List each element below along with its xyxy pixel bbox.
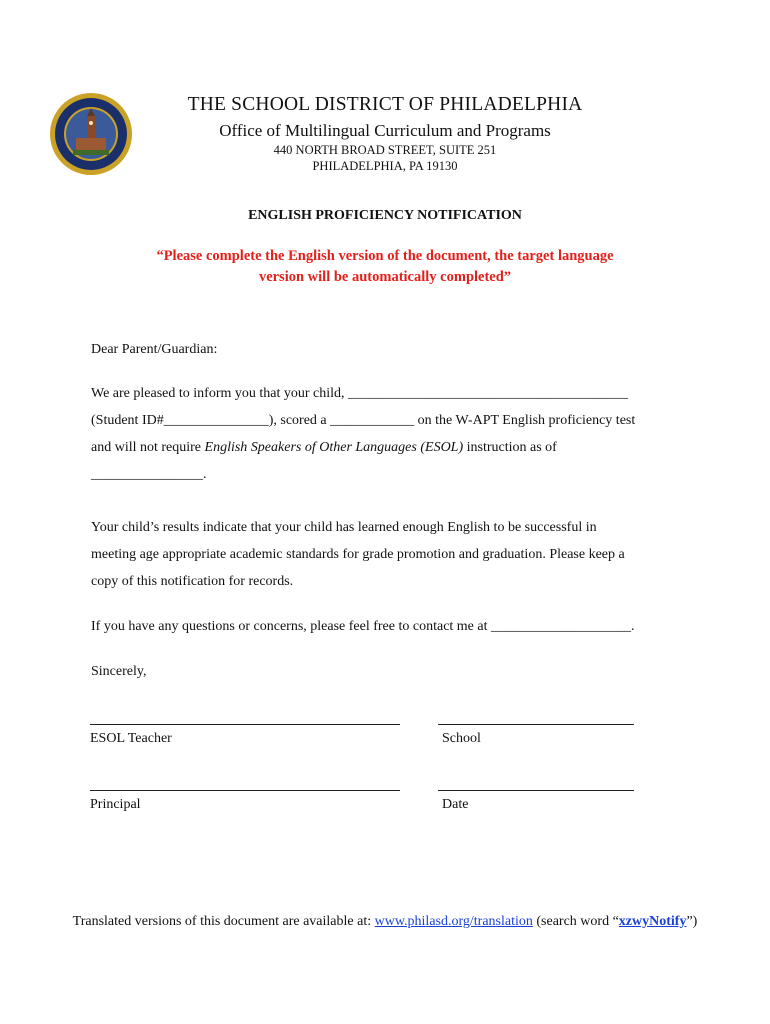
salutation: Dear Parent/Guardian: bbox=[91, 342, 218, 357]
document-title: ENGLISH PROFICIENCY NOTIFICATION bbox=[248, 208, 522, 223]
office-name: Office of Multilingual Curriculum and Programs bbox=[219, 121, 551, 140]
date-signature-line[interactable] bbox=[438, 790, 634, 791]
results-paragraph-line-2: meeting age appropriate academic standards for grade promotion and graduation. Please keep a bbox=[91, 547, 625, 562]
principal-label: Principal bbox=[90, 797, 141, 812]
student-id-score-line: (Student ID#_______________), scored a ____________ on the W-APT English proficiency test bbox=[91, 413, 636, 428]
child-name-line: We are pleased to inform you that your child, ________________________________________ bbox=[91, 386, 629, 401]
footer-text: Translated versions of this document are available at: bbox=[72, 914, 375, 929]
district-name: THE SCHOOL DISTRICT OF PHILADELPHIA bbox=[187, 94, 583, 115]
search-keyword-link[interactable]: xzwyNotify bbox=[618, 914, 687, 929]
translation-link[interactable]: www.philasd.org/translation bbox=[374, 914, 533, 929]
closing: Sincerely, bbox=[91, 664, 147, 679]
notice-line-1: “Please complete the English version of the document, the target language bbox=[156, 248, 614, 264]
results-paragraph-line-1: Your child’s results indicate that your child has learned enough English to be successful in bbox=[91, 520, 597, 535]
contact-line: If you have any questions or concerns, please feel free to contact me at ____________________. bbox=[91, 619, 635, 634]
effective-date-blank: ________________. bbox=[91, 467, 207, 482]
notice-line-2: version will be automatically completed” bbox=[258, 269, 512, 285]
address-line-1: 440 NORTH BROAD STREET, SUITE 251 bbox=[273, 143, 497, 157]
school-label: School bbox=[442, 731, 481, 746]
principal-signature-line[interactable] bbox=[90, 790, 400, 791]
esol-program-name: English Speakers of Other Languages (ESOL) bbox=[204, 440, 464, 455]
district-seal-icon bbox=[49, 92, 133, 176]
translation-notice bbox=[60, 246, 710, 288]
date-label: Date bbox=[442, 797, 469, 812]
footer-search-text: (search word “ bbox=[532, 914, 619, 929]
esol-line-start: and will not require bbox=[91, 440, 205, 455]
esol-teacher-label: ESOL Teacher bbox=[90, 731, 172, 746]
esol-teacher-signature-line[interactable] bbox=[90, 724, 400, 725]
footer-end: ”) bbox=[686, 914, 698, 929]
school-signature-line[interactable] bbox=[438, 724, 634, 725]
results-paragraph-line-3: copy of this notification for records. bbox=[91, 574, 294, 589]
esol-line-end: instruction as of bbox=[463, 440, 557, 455]
translation-footer bbox=[0, 914, 770, 930]
esol-requirement-line bbox=[91, 440, 557, 456]
address-line-2: PHILADELPHIA, PA 19130 bbox=[312, 159, 458, 173]
